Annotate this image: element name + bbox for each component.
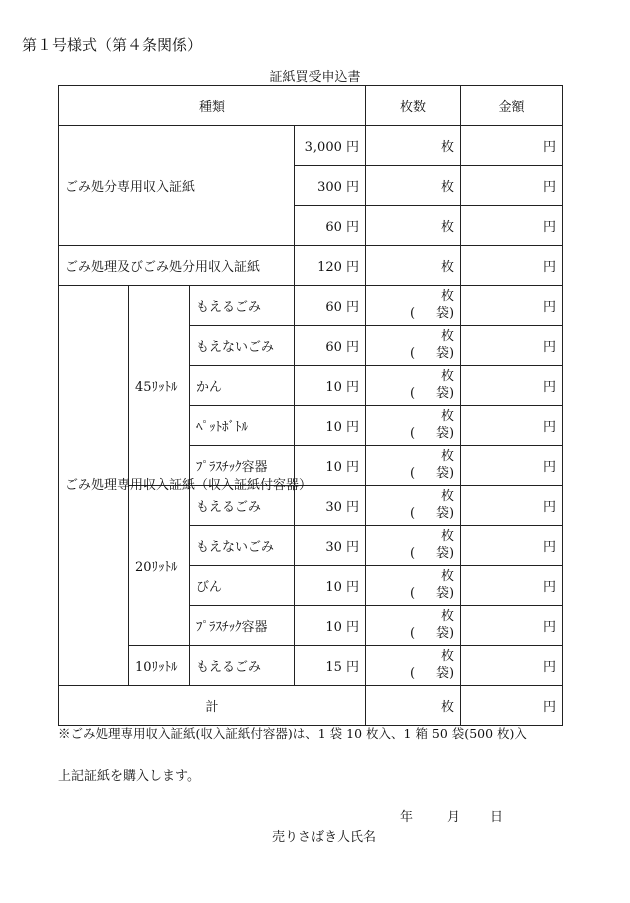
unit-bag-line bbox=[372, 666, 454, 682]
amount-cell: 円 bbox=[461, 366, 563, 406]
header-type: 種類 bbox=[59, 86, 366, 126]
count-cell-bag bbox=[366, 326, 461, 366]
disposal-row bbox=[59, 126, 563, 166]
price-cell: 15 円 bbox=[295, 646, 366, 686]
disposal-label: ごみ処分専用収入証紙 bbox=[59, 126, 295, 246]
unit-bag: 袋) bbox=[435, 545, 455, 561]
bag-row bbox=[59, 286, 563, 326]
item-name: もえないごみ bbox=[190, 526, 295, 566]
price-cell: 10 円 bbox=[295, 366, 366, 406]
count-cell: 枚 bbox=[366, 246, 461, 286]
price-cell: 60 円 bbox=[295, 206, 366, 246]
unit-bag: 袋) bbox=[435, 465, 455, 481]
date-day: 日 bbox=[490, 810, 504, 825]
amount-cell: 円 bbox=[461, 126, 563, 166]
unit-sheet: 枚 bbox=[441, 409, 455, 425]
count-cell-bag bbox=[366, 486, 461, 526]
item-name: ﾌﾟﾗｽﾁｯｸ容器 bbox=[190, 446, 295, 486]
amount-cell: 円 bbox=[461, 206, 563, 246]
price-cell: 60 円 bbox=[295, 326, 366, 366]
price-cell: 10 円 bbox=[295, 606, 366, 646]
total-row bbox=[59, 686, 563, 726]
unit-bag-open: ( bbox=[409, 305, 416, 321]
application-table bbox=[58, 85, 563, 726]
unit-bag-open: ( bbox=[409, 385, 416, 401]
total-label: 計 bbox=[59, 686, 366, 726]
unit-sheet: 枚 bbox=[441, 369, 455, 385]
table-body bbox=[59, 86, 563, 726]
date-line bbox=[400, 806, 503, 825]
unit-bag-open: ( bbox=[409, 545, 416, 561]
amount-cell: 円 bbox=[461, 606, 563, 646]
price-cell: 120 円 bbox=[295, 246, 366, 286]
count-cell-bag bbox=[366, 646, 461, 686]
bag-size-label: 20ﾘｯﾄﾙ bbox=[129, 486, 190, 646]
unit-bag: 袋) bbox=[435, 385, 455, 401]
unit-bag: 袋) bbox=[435, 345, 455, 361]
unit-bag: 袋) bbox=[435, 585, 455, 601]
unit-sheet: 枚 bbox=[441, 609, 455, 625]
count-cell: 枚 bbox=[366, 206, 461, 246]
price-cell: 30 円 bbox=[295, 526, 366, 566]
bag-row bbox=[59, 646, 563, 686]
unit-bag-line bbox=[372, 626, 454, 642]
purchase-statement: 上記証紙を購入します。 bbox=[58, 769, 200, 784]
bag-size-label: 45ﾘｯﾄﾙ bbox=[129, 286, 190, 486]
price-cell: 60 円 bbox=[295, 286, 366, 326]
amount-cell: 円 bbox=[461, 526, 563, 566]
item-name: かん bbox=[190, 366, 295, 406]
treatment-disposal-label: ごみ処理及びごみ処分用収入証紙 bbox=[59, 246, 295, 286]
unit-sheet: 枚 bbox=[441, 289, 455, 305]
price-cell: 10 円 bbox=[295, 446, 366, 486]
item-name: もえるごみ bbox=[190, 286, 295, 326]
unit-bag-line bbox=[372, 546, 454, 562]
count-cell-bag bbox=[366, 446, 461, 486]
amount-cell: 円 bbox=[461, 566, 563, 606]
price-cell: 10 円 bbox=[295, 566, 366, 606]
unit-bag: 袋) bbox=[435, 305, 455, 321]
date-year: 年 bbox=[400, 810, 414, 825]
header-row bbox=[59, 86, 563, 126]
amount-cell: 円 bbox=[461, 446, 563, 486]
unit-bag-open: ( bbox=[409, 465, 416, 481]
item-name: もえるごみ bbox=[190, 486, 295, 526]
count-cell-bag bbox=[366, 366, 461, 406]
unit-bag-open: ( bbox=[409, 505, 416, 521]
unit-sheet: 枚 bbox=[441, 329, 455, 345]
count-cell-bag bbox=[366, 406, 461, 446]
price-cell: 10 円 bbox=[295, 406, 366, 446]
amount-cell: 円 bbox=[461, 166, 563, 206]
unit-bag: 袋) bbox=[435, 625, 455, 641]
form-number: 第１号様式（第４条関係） bbox=[22, 36, 203, 54]
bag-group-label: ごみ処理専用収入証紙（収入証紙付容器） bbox=[59, 286, 129, 686]
treatment-disposal-row bbox=[59, 246, 563, 286]
unit-bag-open: ( bbox=[409, 665, 416, 681]
unit-bag-line bbox=[372, 466, 454, 482]
header-count: 枚数 bbox=[366, 86, 461, 126]
unit-sheet: 枚 bbox=[441, 649, 455, 665]
amount-cell: 円 bbox=[461, 286, 563, 326]
amount-cell: 円 bbox=[461, 646, 563, 686]
count-cell-bag bbox=[366, 286, 461, 326]
count-cell-bag bbox=[366, 606, 461, 646]
count-cell: 枚 bbox=[366, 126, 461, 166]
header-amount: 金額 bbox=[461, 86, 563, 126]
unit-bag: 袋) bbox=[435, 505, 455, 521]
unit-bag-line bbox=[372, 386, 454, 402]
price-cell: 30 円 bbox=[295, 486, 366, 526]
unit-bag: 袋) bbox=[435, 665, 455, 681]
count-cell: 枚 bbox=[366, 686, 461, 726]
unit-sheet: 枚 bbox=[441, 489, 455, 505]
unit-bag-line bbox=[372, 586, 454, 602]
count-cell-bag bbox=[366, 526, 461, 566]
item-name: もえるごみ bbox=[190, 646, 295, 686]
bundle-note: ※ごみ処理専用収入証紙(収入証紙付容器)は、1 袋 10 枚入、1 箱 50 袋(500 枚)入 bbox=[58, 726, 527, 741]
unit-bag-open: ( bbox=[409, 585, 416, 601]
unit-bag-line bbox=[372, 426, 454, 442]
unit-bag-line bbox=[372, 346, 454, 362]
item-name: ﾍﾟｯﾄﾎﾞﾄﾙ bbox=[190, 406, 295, 446]
seller-name-label: 売りさばき人氏名 bbox=[272, 830, 377, 845]
unit-bag-line bbox=[372, 306, 454, 322]
unit-bag-open: ( bbox=[409, 425, 416, 441]
amount-cell: 円 bbox=[461, 326, 563, 366]
unit-sheet: 枚 bbox=[441, 529, 455, 545]
unit-bag-open: ( bbox=[409, 625, 416, 641]
item-name: びん bbox=[190, 566, 295, 606]
amount-cell: 円 bbox=[461, 246, 563, 286]
amount-cell: 円 bbox=[461, 486, 563, 526]
amount-cell: 円 bbox=[461, 406, 563, 446]
item-name: ﾌﾟﾗｽﾁｯｸ容器 bbox=[190, 606, 295, 646]
bag-size-label: 10ﾘｯﾄﾙ bbox=[129, 646, 190, 686]
price-cell: 3,000 円 bbox=[295, 126, 366, 166]
unit-bag-open: ( bbox=[409, 345, 416, 361]
unit-bag: 袋) bbox=[435, 425, 455, 441]
item-name: もえないごみ bbox=[190, 326, 295, 366]
unit-bag-line bbox=[372, 506, 454, 522]
form-title: 証紙買受申込書 bbox=[269, 70, 361, 85]
amount-cell: 円 bbox=[461, 686, 563, 726]
price-cell: 300 円 bbox=[295, 166, 366, 206]
count-cell-bag bbox=[366, 566, 461, 606]
date-month: 月 bbox=[447, 810, 461, 825]
count-cell: 枚 bbox=[366, 166, 461, 206]
unit-sheet: 枚 bbox=[441, 449, 455, 465]
unit-sheet: 枚 bbox=[441, 569, 455, 585]
